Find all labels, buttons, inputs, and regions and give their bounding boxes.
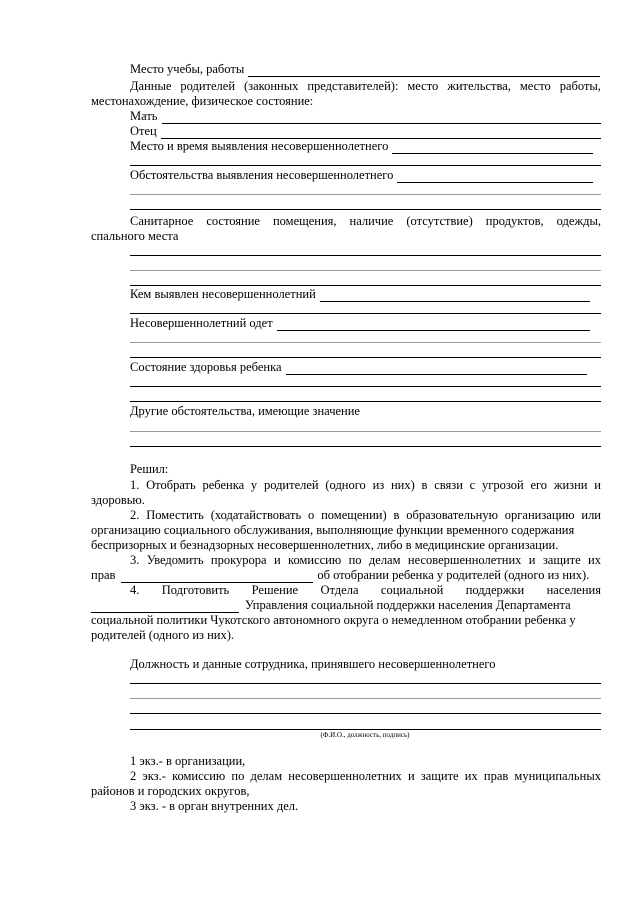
word: по [231, 769, 245, 783]
mother-field[interactable] [162, 112, 601, 124]
word: Данные [130, 79, 172, 93]
word: родителей [180, 79, 236, 93]
circumstances-line-2[interactable] [130, 194, 601, 195]
word: Отобрать [146, 478, 196, 492]
word: и [273, 553, 281, 567]
word: о [308, 508, 315, 522]
word: в [393, 508, 400, 522]
study-work-label: Место учебы, работы [130, 62, 245, 76]
word: продуктов, [485, 214, 544, 228]
word: работы, [559, 79, 601, 93]
found-by-field[interactable] [320, 290, 590, 302]
word: (законных [244, 79, 299, 93]
word: защите [542, 553, 581, 567]
word: и [407, 769, 415, 783]
circumstances-label: Обстоятельства выявления несовершеннолетнего [130, 168, 394, 182]
father-row [130, 124, 601, 139]
word: Подготовить [161, 583, 230, 597]
mother-row [130, 109, 601, 124]
copy-2-line1 [130, 769, 601, 784]
copy-3: 3 экз. - в орган внутренних дел. [130, 799, 299, 813]
parents-data-line1 [130, 79, 601, 94]
word: комиссию [172, 769, 226, 783]
employee-line-1[interactable] [130, 683, 601, 684]
found-by-row [130, 287, 590, 302]
employee-line-2[interactable] [130, 698, 601, 699]
place-time-label: Место и время выявления несовершеннолетнего [130, 139, 389, 153]
word: делам [250, 769, 283, 783]
decision-item3-line1 [130, 553, 601, 568]
health-line-2[interactable] [130, 386, 601, 387]
dressed-label: Несовершеннолетний одет [130, 316, 273, 330]
word: родителей [263, 478, 319, 492]
word: 4. [130, 583, 140, 597]
found-by-label: Кем выявлен несовершеннолетний [130, 287, 316, 301]
word: 3. [130, 553, 140, 567]
health-field[interactable] [286, 363, 587, 375]
place-time-field[interactable] [392, 142, 593, 154]
father-label: Отец [130, 124, 157, 138]
place-time-row [130, 139, 593, 154]
word: комиссию [288, 553, 342, 567]
word: и [528, 553, 536, 567]
decision-item1-line2: здоровью. [91, 493, 145, 507]
health-line-3[interactable] [130, 401, 601, 402]
word: (отсутствие) [406, 214, 473, 228]
decision-item1-line1 [130, 478, 601, 493]
word: их [464, 769, 478, 783]
sanitary-line2: спального места [91, 229, 179, 243]
decision-item3-line2 [91, 568, 601, 583]
copy-2-line2: районов и городских округов, [91, 784, 250, 798]
mother-label: Мать [130, 109, 158, 123]
word: и [594, 478, 601, 492]
word: представителей): [307, 79, 399, 93]
study-work-field[interactable] [248, 65, 600, 77]
father-field[interactable] [161, 127, 601, 139]
word: угрозой [481, 478, 524, 492]
word: жительства, [447, 79, 511, 93]
other-line-2[interactable] [130, 446, 601, 447]
item3-prefix: прав [91, 568, 116, 582]
place-time-line-2[interactable] [130, 165, 601, 166]
sanitary-line-1[interactable] [130, 255, 601, 256]
word: по [348, 553, 362, 567]
word: делам [368, 553, 401, 567]
found-by-line-2[interactable] [130, 313, 601, 314]
employee-line-3[interactable] [130, 713, 601, 714]
word: в [421, 478, 428, 492]
word: ребенка [202, 478, 245, 492]
word: Уведомить [146, 553, 204, 567]
word: Поместить [146, 508, 204, 522]
word: одежды, [556, 214, 601, 228]
word: помещении) [321, 508, 387, 522]
word: населения [546, 583, 601, 597]
circumstances-line-3[interactable] [130, 209, 601, 210]
employee-line-4[interactable] [130, 729, 601, 730]
word: наличие [349, 214, 394, 228]
sanitary-line1 [130, 214, 601, 229]
employee-label: Должность и данные сотрудника, принявшего несовершеннолетнего [130, 657, 496, 671]
word: 2. [130, 508, 140, 522]
circumstances-row [130, 168, 593, 183]
item3-suffix: об отобрании ребенка у родителей (одного из них). [317, 568, 590, 582]
word: несовершеннолетних [288, 769, 402, 783]
health-label: Состояние здоровья ребенка [130, 360, 282, 374]
word: место [519, 79, 551, 93]
item4-blank-field[interactable] [91, 601, 239, 613]
word: жизни [553, 478, 588, 492]
word: 2 [130, 769, 137, 783]
decision-item2-line2: организацию социального обслуживания, выполняющие функции временного содержания [91, 523, 575, 537]
study-work-row [130, 62, 600, 77]
item3-blank-field[interactable] [121, 571, 313, 583]
item4-suffix: Управления социальной поддержки населения Департамента [245, 598, 571, 612]
word: их [588, 553, 601, 567]
decision-heading: Решил: [130, 462, 169, 476]
word: у [250, 478, 258, 492]
dressed-row [130, 316, 590, 331]
decision-item4-line2 [91, 598, 601, 613]
circumstances-field[interactable] [397, 171, 593, 183]
word: состояние [206, 214, 260, 228]
dressed-line-3[interactable] [130, 357, 601, 358]
word: (ходатайствовать [210, 508, 302, 522]
copy-1: 1 экз.- в организации, [130, 754, 246, 768]
sanitary-line-3[interactable] [130, 285, 601, 286]
word: экз.- [142, 769, 166, 783]
word: 1. [130, 478, 140, 492]
decision-item2-line3: беспризорных и безнадзорных несовершеннолетних, либо в медицинские организации. [91, 538, 559, 552]
other-line-1[interactable] [130, 431, 601, 432]
decision-item2-line1 [130, 508, 601, 523]
word: Отдела [320, 583, 359, 597]
parents-data-line2: местонахождение, физическое состояние: [91, 94, 314, 108]
dressed-line-2[interactable] [130, 342, 601, 343]
word: несовершеннолетних [407, 553, 522, 567]
word: (одного [325, 478, 366, 492]
decision-item4-line3: социальной политики Чукотского автономного округа о немедленном отобрании ребенка у [91, 613, 576, 627]
word: защите [420, 769, 459, 783]
health-row [130, 360, 587, 375]
word: поддержки [465, 583, 525, 597]
employee-caption: (Ф.И.О., должность, подпись) [320, 731, 410, 739]
word: Решение [251, 583, 299, 597]
word: социальной [380, 583, 444, 597]
word: прокурора [210, 553, 267, 567]
decision-item4-line1 [130, 583, 601, 598]
word: организацию [504, 508, 575, 522]
sanitary-line-2[interactable] [130, 270, 601, 271]
word: муниципальных [514, 769, 601, 783]
word: с [469, 478, 476, 492]
dressed-field[interactable] [277, 319, 590, 331]
word: Санитарное [130, 214, 194, 228]
decision-item4-line4: родителей (одного из них). [91, 628, 235, 642]
word: место [407, 79, 439, 93]
word: или [581, 508, 601, 522]
word: прав [483, 769, 509, 783]
word: образовательную [406, 508, 498, 522]
word: помещения, [272, 214, 337, 228]
word: них) [390, 478, 415, 492]
word: из [372, 478, 385, 492]
other-circumstances-label: Другие обстоятельства, имеющие значение [130, 404, 360, 418]
word: его [530, 478, 548, 492]
word: связи [434, 478, 463, 492]
